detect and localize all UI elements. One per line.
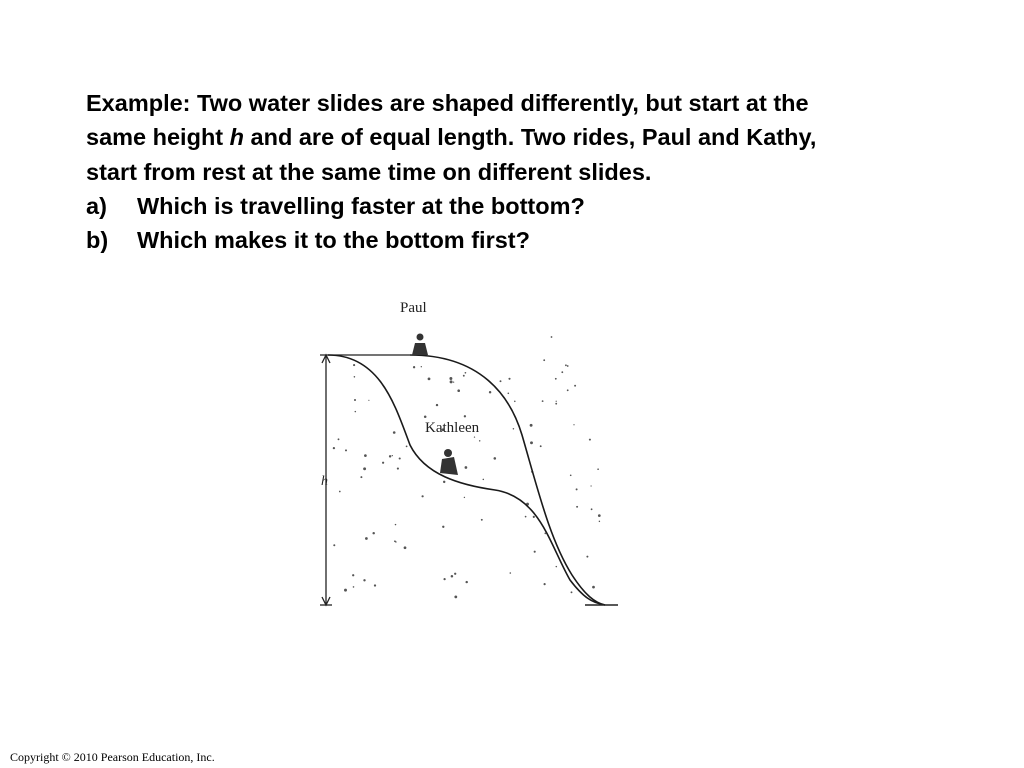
problem-intro-line-2-end: and are of equal length. Two rides, Paul and Kathy,: [244, 124, 817, 151]
question-b-label: b): [86, 227, 109, 254]
paul-rider-icon: [412, 334, 428, 356]
problem-intro-line-3: start from rest at the same time on different slides.: [86, 158, 652, 185]
paul-slide-curve: [410, 355, 605, 605]
water-slides-figure: [300, 285, 640, 615]
height-label: h: [321, 474, 328, 489]
question-a-label: a): [86, 192, 107, 219]
height-dimension: [320, 355, 410, 605]
paul-label: Paul: [400, 300, 427, 316]
kathleen-rider-icon: [440, 449, 458, 475]
height-variable-h: h: [229, 124, 245, 151]
copyright-footer: Copyright © 2010 Pearson Education, Inc.: [10, 750, 215, 764]
kathleen-slide-curve: [328, 355, 605, 605]
question-b: [86, 223, 996, 257]
problem-statement: [86, 86, 996, 257]
question-b-text: Which makes it to the bottom first?: [137, 227, 530, 254]
question-a-text: Which is travelling faster at the bottom?: [137, 192, 585, 219]
question-a: [86, 189, 996, 223]
problem-intro-line-2-start: same height: [86, 124, 230, 151]
water-slides-drawing: [300, 285, 640, 615]
splash-speckles: [333, 336, 601, 598]
problem-intro-line-2: [86, 120, 996, 154]
problem-intro-line-1: Example: Two water slides are shaped differently, but start at the: [86, 90, 809, 116]
kathleen-label: Kathleen: [425, 420, 480, 436]
